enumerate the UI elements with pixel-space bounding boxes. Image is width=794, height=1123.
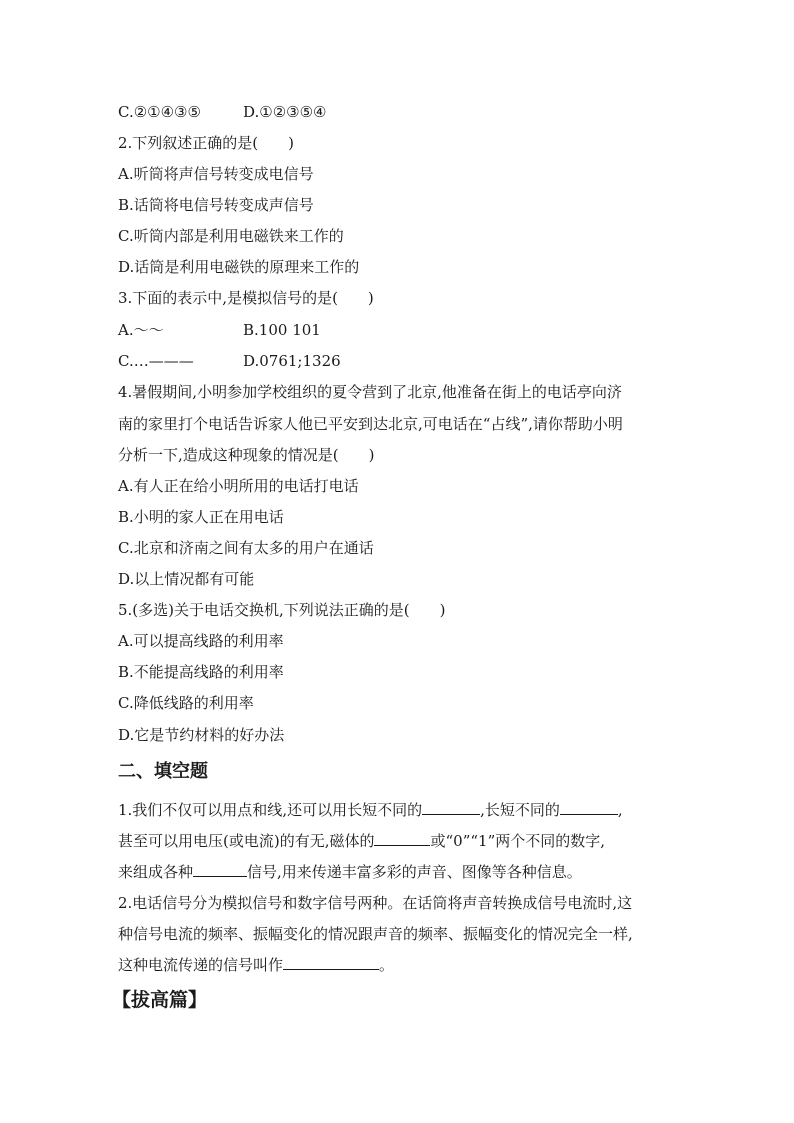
section-heading-fill-in: 二、填空题	[118, 761, 208, 782]
q5-option-b: B.不能提高线路的利用率	[118, 663, 284, 681]
q4-stem-line1: 4.暑假期间,小明参加学校组织的夏令营到了北京,他准备在街上的电话亭向济	[118, 383, 622, 401]
fill1-text-2a: 甚至可以用电压(或电流)的有无,磁体的	[118, 832, 375, 850]
section-heading-advanced: 【拔高篇】	[112, 989, 208, 1011]
q3-option-b: B.100 101	[243, 321, 321, 339]
q2-option-d: D.话筒是利用电磁铁的原理来工作的	[118, 258, 360, 276]
q2-option-b: B.话筒将电信号转变成声信号	[118, 196, 314, 214]
fill2-line2: 种信号电流的频率、振幅变化的情况跟声音的频率、振幅变化的情况完全一样,	[118, 925, 633, 943]
fill1-text-1a: 1.我们不仅可以用点和线,还可以用长短不同的	[118, 801, 423, 819]
q3-stem: 3.下面的表示中,是模拟信号的是( )	[118, 289, 374, 307]
q4-stem-line3: 分析一下,造成这种现象的情况是( )	[118, 446, 375, 464]
fill1-line3	[118, 862, 686, 882]
q4-option-a: A.有人正在给小明所用的电话打电话	[118, 477, 359, 495]
answer-blank[interactable]	[560, 800, 618, 815]
fill2-line1: 2.电话信号分为模拟信号和数字信号两种。在话筒将声音转换成信号电流时,这	[118, 894, 633, 912]
fill1-text-3b: 信号,用来传递丰富多彩的声音、图像等各种信息。	[247, 863, 582, 881]
q3-option-d: D.0761;1326	[243, 352, 341, 370]
q5-option-d: D.它是节约材料的好办法	[118, 726, 285, 744]
q2-option-a: A.听筒将声信号转变成电信号	[118, 165, 314, 183]
q3-option-a: A.〜〜	[118, 321, 164, 339]
fill2-text-3a: 这种电流传递的信号叫作	[118, 956, 284, 974]
q4-option-c: C.北京和济南之间有太多的用户在通话	[118, 539, 374, 557]
q1-option-d: D.①②③⑤④	[243, 103, 327, 121]
fill1-text-3a: 来组成各种	[118, 863, 194, 881]
fill1-text-1b: ,长短不同的	[480, 801, 560, 819]
q5-stem: 5.(多选)关于电话交换机,下列说法正确的是( )	[118, 601, 446, 619]
q2-option-c: C.听筒内部是利用电磁铁来工作的	[118, 227, 344, 245]
answer-blank[interactable]	[193, 862, 247, 877]
q3-option-c: C.…———	[118, 352, 194, 370]
fill1-line1	[118, 800, 686, 820]
q4-stem-line2: 南的家里打个电话告诉家人他已平安到达北京,可电话在“占线”,请你帮助小明	[118, 415, 623, 433]
fill1-text-1c: ,	[617, 801, 623, 819]
answer-blank[interactable]	[374, 831, 430, 846]
q1-option-c: C.②①④③⑤	[118, 103, 201, 121]
q5-option-a: A.可以提高线路的利用率	[118, 632, 284, 650]
q4-option-b: B.小明的家人正在用电话	[118, 508, 284, 526]
answer-blank[interactable]	[283, 955, 379, 970]
fill1-line2	[118, 831, 686, 851]
answer-blank[interactable]	[422, 800, 480, 815]
fill2-line3	[118, 955, 686, 975]
fill2-text-3b: 。	[379, 956, 395, 974]
q4-option-d: D.以上情况都有可能	[118, 570, 255, 588]
q2-stem: 2.下列叙述正确的是( )	[118, 134, 295, 152]
fill1-text-2b: 或“0”“1”两个不同的数字,	[430, 832, 606, 850]
q5-option-c: C.降低线路的利用率	[118, 694, 254, 712]
